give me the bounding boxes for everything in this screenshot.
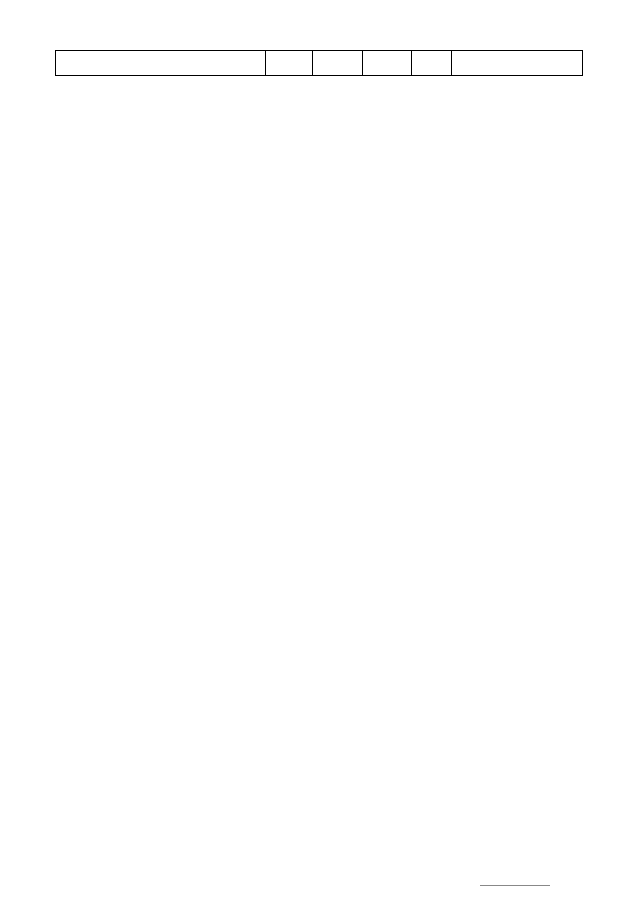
budget-table bbox=[55, 50, 583, 76]
table-header-row bbox=[56, 51, 583, 76]
col-header-kind bbox=[412, 51, 452, 76]
col-header-name bbox=[56, 51, 266, 76]
col-header-sum bbox=[452, 51, 583, 76]
col-header-section bbox=[266, 51, 313, 76]
col-header-target bbox=[363, 51, 412, 76]
footer-rule bbox=[480, 885, 550, 886]
col-header-subsection bbox=[313, 51, 363, 76]
